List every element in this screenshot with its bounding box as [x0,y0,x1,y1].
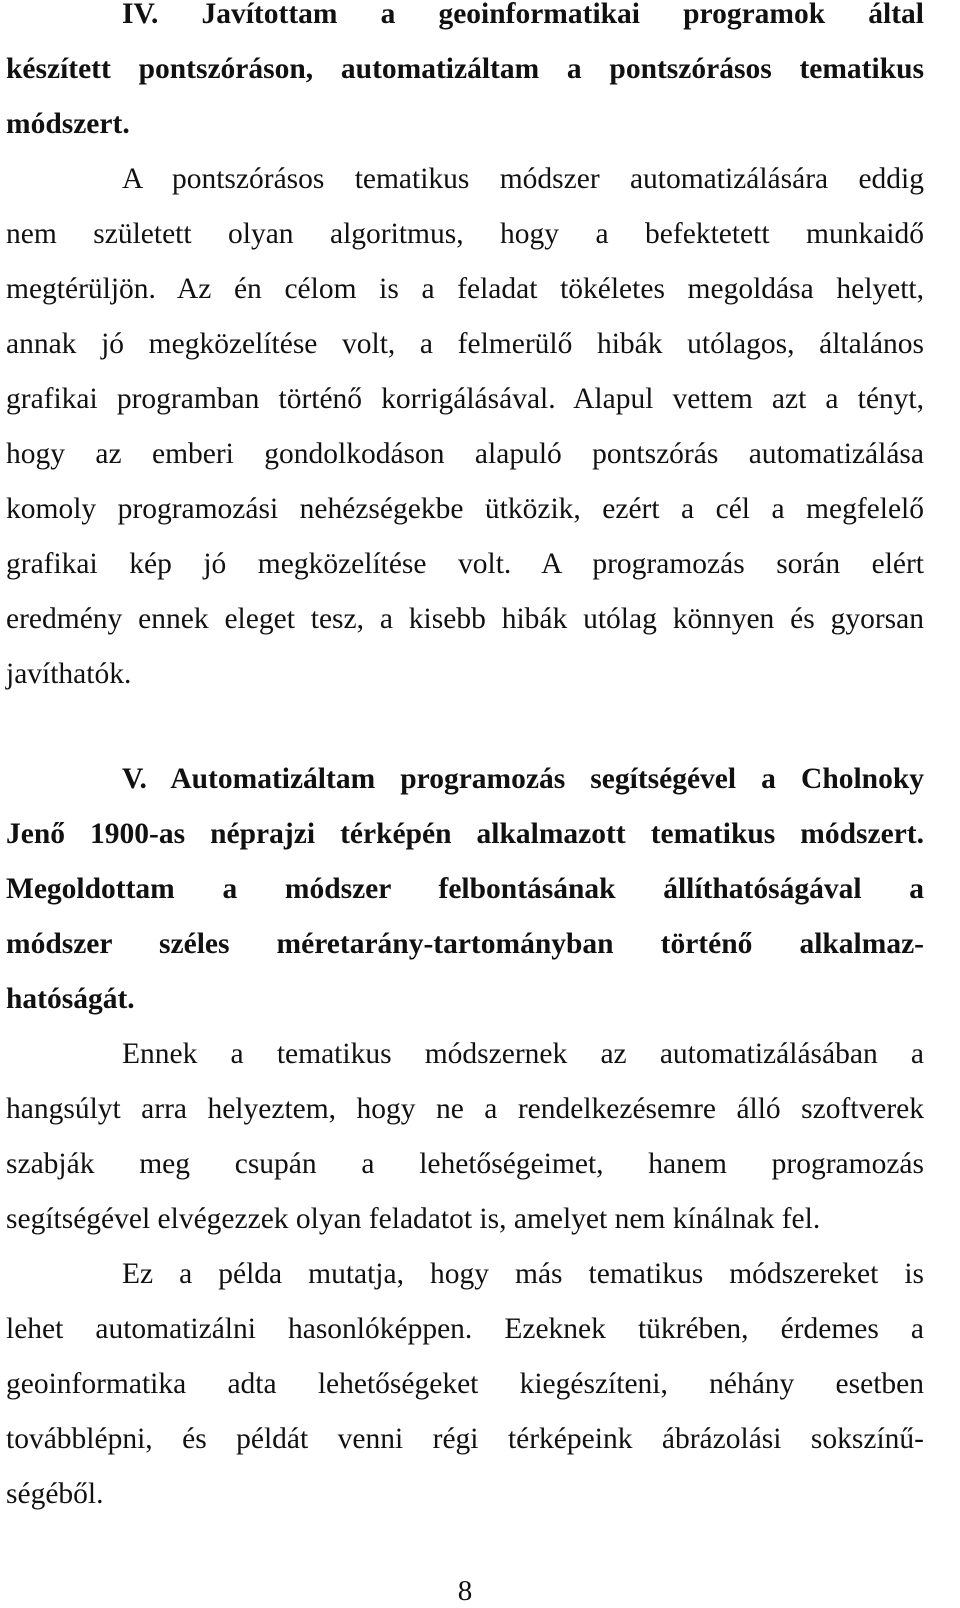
paragraph-line: hangsúlyt arra helyeztem, hogy ne a rendelkezésemre álló szoftverek [6,1093,924,1125]
heading-line: módszer széles méretarány-tartományban történő alkalmaz- [6,928,924,960]
paragraph-line: annak jó megközelítése volt, a felmerülő hibák utólagos, általános [6,328,924,360]
paragraph-line: A pontszórásos tematikus módszer automatizálására eddig [122,163,924,195]
paragraph-line: továbblépni, és példát venni régi térképeink ábrázolási sokszínű- [6,1423,924,1455]
heading-line: V. Automatizáltam programozás segítségével a Cholnoky [122,763,924,795]
document-page [6,0,924,1522]
paragraph-line: grafikai programban történő korrigálásával. Alapul vettem azt a tényt, [6,383,924,415]
paragraph-line: geoinformatika adta lehetőségeket kiegészíteni, néhány esetben [6,1368,924,1400]
page-number: 8 [457,1575,473,1607]
heading-line: készített pontszóráson, automatizáltam a pontszórásos tematikus [6,53,924,85]
paragraph-line: grafikai kép jó megközelítése volt. A programozás során elért [6,548,924,580]
paragraph-line: nem született olyan algoritmus, hogy a befektetett munkaidő [6,218,924,250]
paragraph-line: segítségével elvégezzek olyan feladatot is, amelyet nem kínálnak fel. [6,1203,821,1235]
paragraph-line: lehet automatizálni hasonlóképpen. Ezeknek tükrében, érdemes a [6,1313,924,1345]
section-v-paragraph-1 [6,1027,924,1247]
paragraph-line: javíthatók. [6,658,132,690]
paragraph-line: megtérüljön. Az én célom is a feladat tökéletes megoldása helyett, [6,273,924,305]
paragraph-line: Ez a példa mutatja, hogy más tematikus módszereket is [122,1258,924,1290]
section-iv-heading [6,0,924,152]
paragraph-line: szabják meg csupán a lehetőségeimet, hanem programozás [6,1148,924,1180]
heading-line: módszert. [6,108,130,140]
heading-line: Megoldottam a módszer felbontásának állíthatóságával a [6,873,924,905]
paragraph-line: eredmény ennek eleget tesz, a kisebb hibák utólag könnyen és gyorsan [6,603,924,635]
paragraph-line: Ennek a tematikus módszernek az automatizálásában a [122,1038,924,1070]
paragraph-line: hogy az emberi gondolkodáson alapuló pontszórás automatizálása [6,438,924,470]
heading-line: hatóságát. [6,983,135,1015]
paragraph-line: komoly programozási nehézségekbe ütközik, ezért a cél a megfelelő [6,493,924,525]
section-iv-paragraph [6,152,924,702]
section-v-paragraph-2 [6,1247,924,1522]
heading-line: Jenő 1900-as néprajzi térképén alkalmazott tematikus módszert. [6,818,924,850]
paragraph-line: ségéből. [6,1478,104,1510]
section-spacer [6,702,924,752]
heading-line: IV. Javítottam a geoinformatikai programok által [122,0,924,30]
section-v-heading [6,752,924,1027]
